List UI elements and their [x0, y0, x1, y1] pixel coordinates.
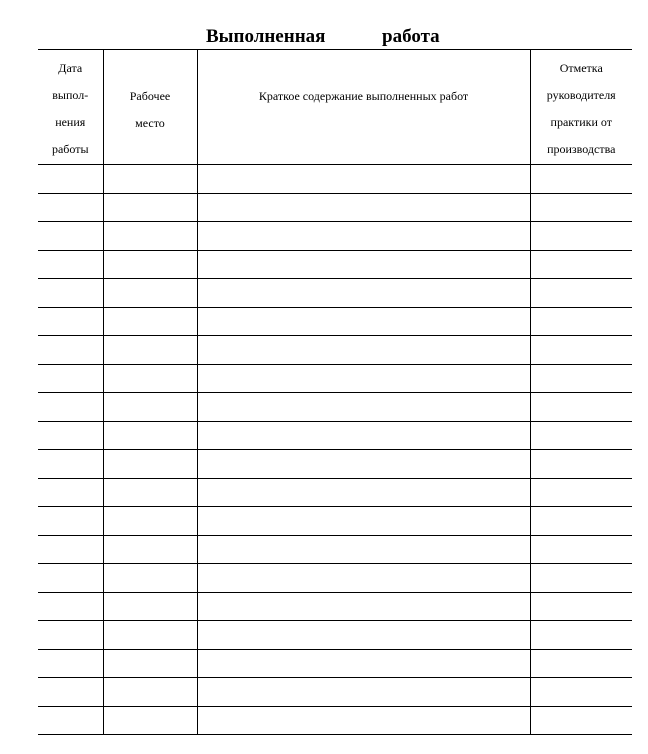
title-word-2: работа: [382, 26, 440, 47]
cell-description: [197, 165, 530, 194]
cell-workplace: [103, 706, 197, 735]
cell-description: [197, 706, 530, 735]
cell-supervisor-mark: [530, 393, 632, 422]
work-log-table: [38, 49, 632, 735]
cell-workplace: [103, 307, 197, 336]
cell-supervisor-mark: [530, 450, 632, 479]
cell-workplace: [103, 621, 197, 650]
cell-supervisor-mark: [530, 165, 632, 194]
cell-date: [38, 364, 103, 393]
header-supervisor-line: руководителя: [546, 88, 616, 102]
cell-supervisor-mark: [530, 478, 632, 507]
cell-description: [197, 421, 530, 450]
table-row: [38, 336, 632, 365]
cell-date: [38, 222, 103, 251]
cell-description: [197, 592, 530, 621]
header-description: [197, 50, 530, 165]
table-row: [38, 364, 632, 393]
cell-workplace: [103, 535, 197, 564]
cell-description: [197, 307, 530, 336]
table-row: [38, 307, 632, 336]
cell-supervisor-mark: [530, 421, 632, 450]
cell-date: [38, 393, 103, 422]
cell-description: [197, 193, 530, 222]
cell-date: [38, 336, 103, 365]
cell-supervisor-mark: [530, 706, 632, 735]
cell-date: [38, 193, 103, 222]
table-row: [38, 279, 632, 308]
table-row: [38, 222, 632, 251]
table-row: [38, 250, 632, 279]
page-title: [0, 26, 648, 50]
cell-workplace: [103, 507, 197, 536]
cell-date: [38, 507, 103, 536]
table-row: [38, 621, 632, 650]
header-workplace: [103, 50, 197, 165]
cell-description: [197, 364, 530, 393]
cell-date: [38, 592, 103, 621]
table-row: [38, 193, 632, 222]
table-row: [38, 564, 632, 593]
header-date-line: нения: [55, 115, 86, 129]
table-header-row: [38, 50, 632, 165]
table-body: [38, 165, 632, 735]
cell-workplace: [103, 393, 197, 422]
cell-workplace: [103, 592, 197, 621]
cell-description: [197, 478, 530, 507]
cell-supervisor-mark: [530, 364, 632, 393]
table-row: [38, 421, 632, 450]
cell-date: [38, 706, 103, 735]
cell-description: [197, 250, 530, 279]
cell-workplace: [103, 336, 197, 365]
title-word-1: Выполненная: [206, 26, 326, 47]
cell-workplace: [103, 364, 197, 393]
header-workplace-line: Рабочее: [129, 89, 171, 103]
cell-date: [38, 478, 103, 507]
header-supervisor-mark: [530, 50, 632, 165]
table-row: [38, 678, 632, 707]
cell-description: [197, 535, 530, 564]
cell-supervisor-mark: [530, 336, 632, 365]
cell-supervisor-mark: [530, 279, 632, 308]
cell-workplace: [103, 279, 197, 308]
cell-workplace: [103, 421, 197, 450]
cell-date: [38, 450, 103, 479]
cell-date: [38, 535, 103, 564]
cell-workplace: [103, 678, 197, 707]
cell-description: [197, 507, 530, 536]
table-row: [38, 165, 632, 194]
cell-supervisor-mark: [530, 193, 632, 222]
header-supervisor-line: производства: [547, 142, 616, 156]
cell-date: [38, 678, 103, 707]
cell-workplace: [103, 222, 197, 251]
cell-supervisor-mark: [530, 307, 632, 336]
cell-date: [38, 649, 103, 678]
table-row: [38, 393, 632, 422]
cell-workplace: [103, 165, 197, 194]
cell-workplace: [103, 250, 197, 279]
cell-description: [197, 649, 530, 678]
table-row: [38, 450, 632, 479]
cell-supervisor-mark: [530, 621, 632, 650]
cell-supervisor-mark: [530, 250, 632, 279]
cell-description: [197, 279, 530, 308]
header-date-line: работы: [51, 142, 89, 156]
cell-date: [38, 564, 103, 593]
cell-supervisor-mark: [530, 592, 632, 621]
header-date-line: выпол-: [52, 88, 89, 102]
table-row: [38, 507, 632, 536]
cell-description: [197, 450, 530, 479]
header-date-line: Дата: [58, 61, 83, 75]
cell-date: [38, 250, 103, 279]
cell-date: [38, 421, 103, 450]
cell-description: [197, 393, 530, 422]
cell-supervisor-mark: [530, 507, 632, 536]
cell-workplace: [103, 649, 197, 678]
cell-workplace: [103, 564, 197, 593]
cell-date: [38, 165, 103, 194]
cell-description: [197, 678, 530, 707]
header-workplace-line: место: [135, 116, 165, 130]
header-supervisor-line: практики от: [550, 115, 612, 129]
cell-supervisor-mark: [530, 678, 632, 707]
cell-workplace: [103, 478, 197, 507]
cell-workplace: [103, 193, 197, 222]
cell-description: [197, 336, 530, 365]
cell-description: [197, 621, 530, 650]
table-row: [38, 535, 632, 564]
cell-workplace: [103, 450, 197, 479]
cell-date: [38, 279, 103, 308]
header-supervisor-line: Отметка: [559, 61, 603, 75]
cell-description: [197, 564, 530, 593]
table-row: [38, 478, 632, 507]
table-row: [38, 649, 632, 678]
cell-supervisor-mark: [530, 564, 632, 593]
cell-supervisor-mark: [530, 222, 632, 251]
table-row: [38, 706, 632, 735]
header-date: [38, 50, 103, 165]
cell-date: [38, 307, 103, 336]
table-row: [38, 592, 632, 621]
cell-date: [38, 621, 103, 650]
cell-supervisor-mark: [530, 649, 632, 678]
cell-supervisor-mark: [530, 535, 632, 564]
cell-description: [197, 222, 530, 251]
header-description-text: Краткое содержание выполненных работ: [258, 89, 469, 103]
